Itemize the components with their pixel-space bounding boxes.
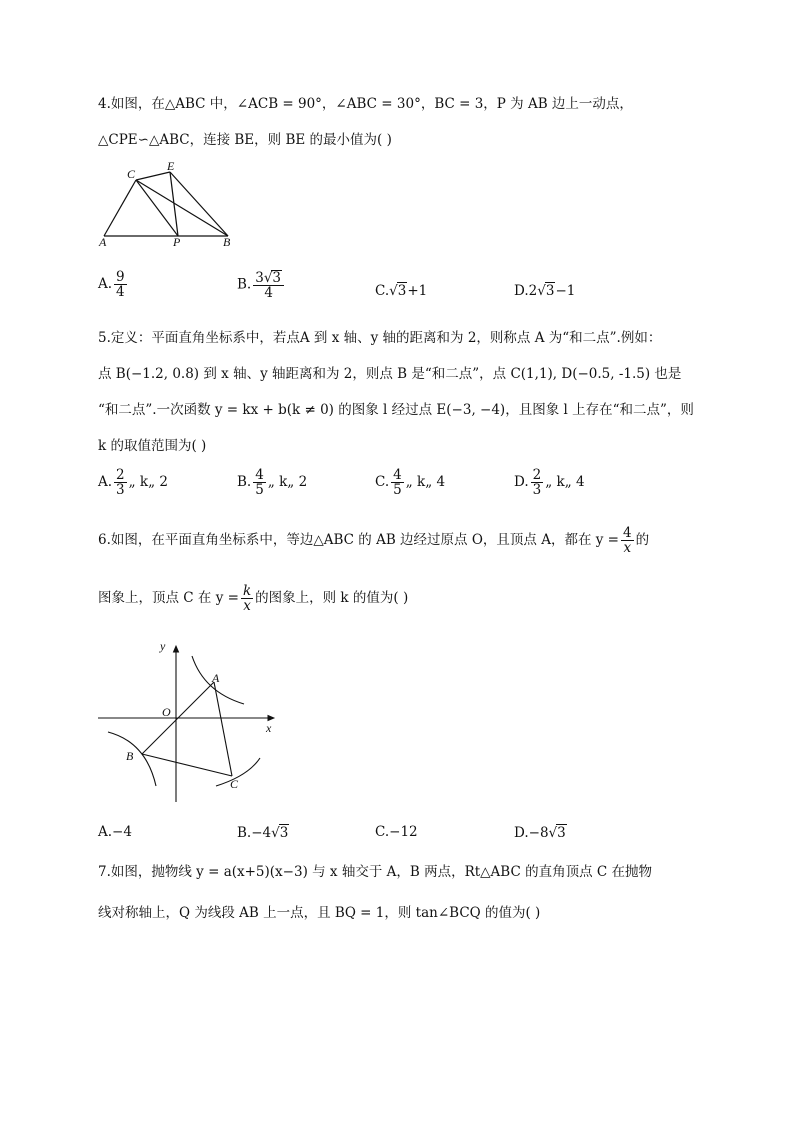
- q4-label-E: E: [167, 159, 175, 173]
- q6-label-O: O: [162, 705, 171, 719]
- q4-label-C: C: [127, 167, 136, 181]
- q4-label-A: A: [99, 235, 107, 248]
- q6-label-B: B: [126, 749, 134, 763]
- q4-label-B: B: [223, 235, 231, 248]
- q4-option-c: C.√3+1: [375, 283, 428, 299]
- q5-option-b: B. $\frac{4}{5}$ „ k„ 2: [237, 467, 308, 499]
- q6-figure: [94, 636, 284, 806]
- q5-option-d: D. $\frac{2}{3}$ „ k„ 4: [514, 467, 585, 499]
- q6-label-y: y: [160, 639, 166, 653]
- q6-option-c: C.−12: [375, 824, 418, 840]
- q5-option-c: C. $\frac{4}{5}$ „ k„ 4: [375, 467, 446, 499]
- q6-line1: 6.如图，在平面直角坐标系中，等边△ABC 的 AB 边经过原点 O，且顶点 A，都在 y = $\frac{4}{x}$ 的: [98, 525, 650, 557]
- q6-label-C: C: [230, 777, 239, 791]
- q4-figure: [96, 158, 236, 248]
- q4-line1: 4.如图，在△ABC 中，∠ACB = 90°，∠ABC = 30°，BC = 3，P 为 AB 边上一动点，: [98, 96, 633, 112]
- q4-option-b: B. $\frac{3√3}{4}$: [237, 270, 286, 300]
- q4-option-a: A. $\frac{9}{4}$: [98, 269, 125, 301]
- q6-line2: 图象上，顶点 C 在 y = $\frac{k}{x}$ 的图象上，则 k 的值为( ): [98, 583, 409, 615]
- q7-line2: 线对称轴上，Q 为线段 AB 上一点，且 BQ = 1，则 tan∠BCQ 的值为( ): [98, 905, 541, 921]
- q4-label-P: P: [173, 235, 181, 248]
- q5-line2: 点 B(−1.2, 0.8) 到 x 轴、y 轴距离和为 2，则点 B 是“和二点”，点 C(1,1), D(−0.5, -1.5) 也是: [98, 366, 682, 382]
- q4-line2: △CPE∽△ABC，连接 BE，则 BE 的最小值为( ): [98, 132, 392, 148]
- q6-option-a: A.−4: [98, 824, 132, 840]
- q4-option-d: D.2√3−1: [514, 283, 576, 299]
- q5-line1: 5.定义：平面直角坐标系中，若点A 到 x 轴、y 轴的距离和为 2，则称点 A 为“和二点”.例如：: [98, 330, 662, 346]
- q7-line1: 7.如图，抛物线 y = a(x+5)(x−3) 与 x 轴交于 A，B 两点，Rt△ABC 的直角顶点 C 在抛物: [98, 864, 653, 880]
- q5-line4: k 的取值范围为( ): [98, 438, 207, 454]
- q6-option-d: D.−8√3: [514, 825, 566, 841]
- q6-label-A: A: [212, 671, 220, 685]
- q5-option-a: A. $\frac{2}{3}$ „ k„ 2: [98, 467, 168, 499]
- q6-label-x: x: [266, 721, 272, 735]
- q5-line3: “和二点”.一次函数 y = kx + b(k ≠ 0) 的图象 l 经过点 E(−3, −4)，且图象 l 上存在“和二点”，则: [98, 402, 694, 418]
- q6-option-b: B.−4√3: [237, 825, 289, 841]
